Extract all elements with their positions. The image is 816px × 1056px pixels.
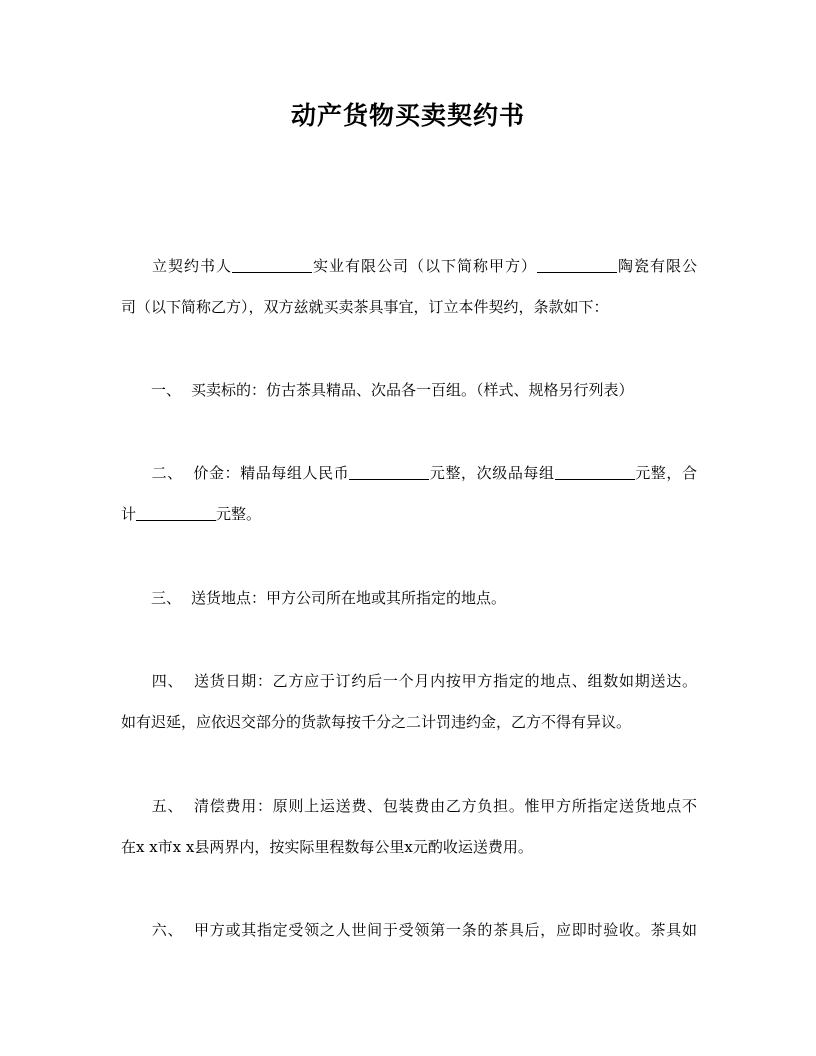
intro-line-2: 司（以下简称乙方），双方兹就买卖茶具事宜，订立本件契约，条款如下：	[121, 298, 609, 316]
clause-2-text-a: 价金：精品每组人民币	[192, 464, 350, 482]
clause-6-text-1: 甲方或其指定受领之人世间于受领第一条的茶具后，应即时验收。茶具如	[193, 921, 697, 939]
clause-3	[121, 578, 697, 619]
clause-2-text-b: 元整，次级品每组	[429, 464, 555, 482]
clause-1	[121, 370, 697, 411]
clause-1-number: 一、	[151, 381, 182, 399]
clause-3-number: 三、	[151, 589, 182, 607]
clause-2-text-c: 元整，合	[634, 464, 697, 482]
clause-4-text-1: 送货日期：乙方应于订约后一个月内按甲方指定的地点、组数如期送达。	[193, 672, 697, 690]
clause-5-line-2: 在x x市x x县两界内，按实际里程数每公里x元酌收运送费用。	[121, 838, 533, 856]
clause-2-number: 二、	[151, 464, 183, 482]
clause-1-text: 买卖标的：仿古茶具精品、次品各一百组。（样式、规格另行列表）	[191, 381, 634, 399]
clause-5-line-1	[121, 786, 697, 827]
clause-2-text-d: 计	[121, 505, 137, 523]
blank-line	[537, 256, 617, 273]
clause-3-text: 送货地点：甲方公司所在地或其所指定的地点。	[191, 589, 507, 607]
clause-2-line-2	[121, 494, 697, 535]
intro-text-a: 立契约书人	[151, 257, 232, 275]
blank-line	[555, 463, 635, 480]
intro-text-b: 实业有限公司（以下简称甲方）	[312, 257, 537, 275]
blank-line	[232, 256, 312, 273]
intro-line-1	[121, 246, 697, 287]
clause-5-number: 五、	[151, 797, 184, 815]
blank-line	[136, 504, 216, 521]
document-title: 动产货物买卖契约书	[290, 101, 525, 130]
clause-4-line-2: 如有迟延，应依迟交部分的货款每按千分之二计罚违约金，乙方不得有异议。	[121, 713, 632, 731]
clause-6-number: 六、	[151, 921, 184, 939]
clause-6-line-1	[121, 910, 697, 951]
clause-2-line-1	[121, 453, 697, 494]
clause-4-line-1	[121, 661, 697, 702]
blank-line	[349, 463, 429, 480]
clause-4-number: 四、	[151, 672, 184, 690]
clause-5-text-1: 清偿费用：原则上运送费、包装费由乙方负担。惟甲方所指定送货地点不	[193, 797, 697, 815]
intro-text-c: 陶瓷有限公	[616, 257, 697, 275]
clause-2-text-e: 元整。	[216, 505, 262, 523]
